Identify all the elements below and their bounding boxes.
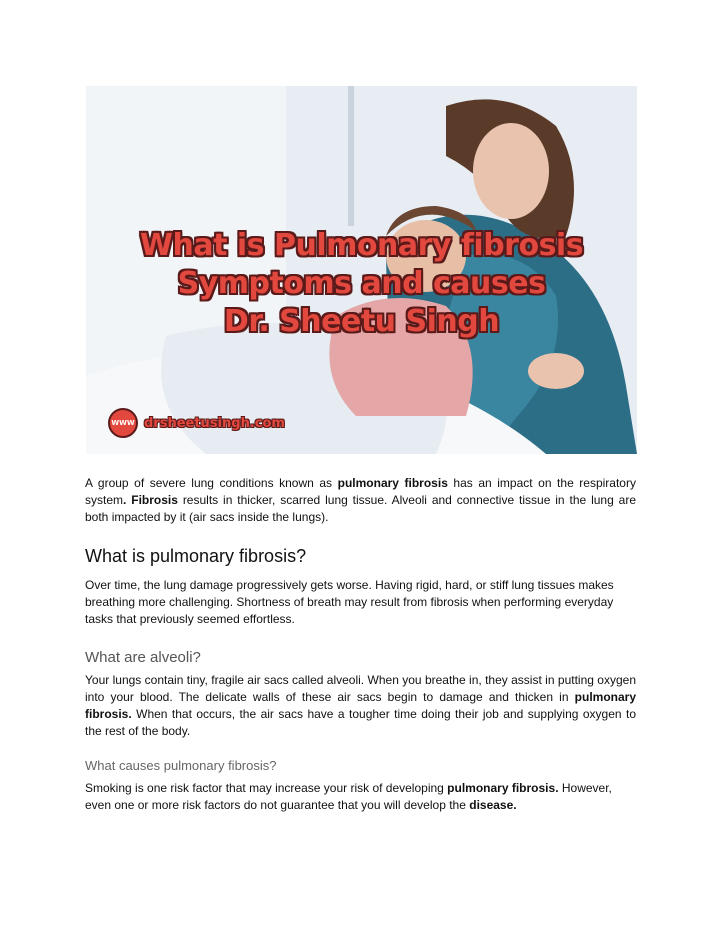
section2-bold-1: pulmonary fibrosis. (85, 690, 636, 721)
intro-bold-2: . Fibrosis (123, 493, 178, 507)
hero-image (86, 86, 637, 454)
site-watermark (108, 408, 285, 438)
heading-what-is-pulmonary-fibrosis: What is pulmonary fibrosis? (85, 546, 307, 566)
section3-bold-2: disease. (469, 798, 517, 812)
section1-paragraph: Over time, the lung damage progressively gets worse. Having rigid, hard, or stiff lung tissues makes breathing more challenging. Shortness of breath may result from fibrosis when performing everyday tasks that previously seemed effortless. (85, 578, 614, 626)
intro-bold-1: pulmonary fibrosis (337, 476, 448, 490)
section2-paragraph (85, 672, 636, 740)
section3-text-1: Smoking is one risk factor that may increase your risk of developing (85, 781, 448, 795)
intro-text-3: results in thicker, scarred lung tissue. Alveoli and connective tissue in the lung are both impacted by it (air sacs inside the lungs). (85, 493, 636, 524)
intro-text-2: has an impact on the respiratory system (85, 476, 636, 507)
hero-title-line-1: What is Pulmonary fibrosis (139, 228, 584, 263)
heading-what-are-alveoli: What are alveoli? (85, 649, 201, 666)
globe-icon: WWW (108, 408, 138, 438)
section3-bold-1: pulmonary fibrosis. (447, 781, 559, 795)
heading-what-causes: What causes pulmonary fibrosis? (85, 758, 277, 773)
section3-text-2: However, even one or more risk factors do not guarantee that you will develop the (85, 781, 612, 812)
hero-title-line-2: Symptoms and causes (177, 266, 546, 301)
section2-text-1: Your lungs contain tiny, fragile air sacs called alveoli. When you breathe in, they assist in putting oxygen into your blood. The delicate walls of these air sacs begin to damage and thicken in (85, 673, 636, 704)
section3-paragraph (85, 780, 636, 814)
hero-title-line-3: Dr. Sheetu Singh (223, 304, 500, 339)
intro-paragraph (85, 475, 636, 526)
site-url: drsheetusingh.com (144, 415, 285, 431)
section2-text-2: When that occurs, the air sacs have a tougher time doing their job and supplying oxygen to the rest of the body. (85, 707, 636, 738)
intro-text-1: A group of severe lung conditions known as (85, 476, 338, 490)
